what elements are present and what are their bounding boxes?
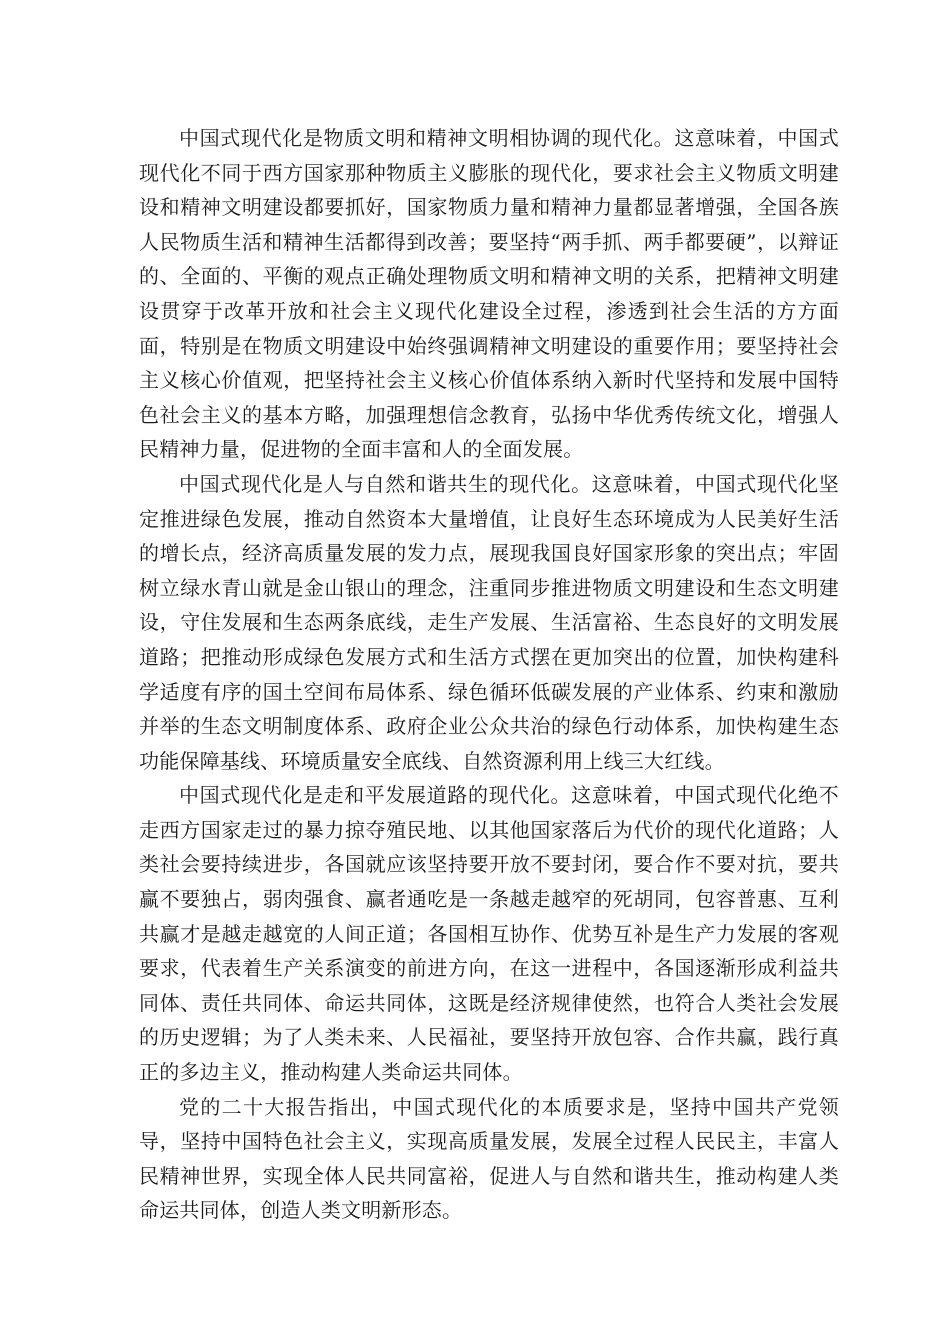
paragraph-harmony-nature: 中国式现代化是人与自然和谐共生的现代化。这意味着，中国式现代化坚定推进绿色发展，推动自然资本大量增值，让良好生态环境成为人民美好生活的增长点，经济高质量发展的发力点，展现我国良好国家形象的突出点；牢固树立绿水青山就是金山银山的理念，注重同步推进物质文明建设和生态文明建设，守住发展和生态两条底线，走生产发展、生活富裕、生态良好的文明发展道路；把推动形成绿色发展方式和生活方式摆在更加突出的位置，加快构建科学适度有序的国土空间布局体系、绿色循环低碳发展的产业体系、约束和激励并举的生态文明制度体系、政府企业公众共治的绿色行动体系，加快构建生态功能保障基线、环境质量安全底线、自然资源利用上线三大红线。 xyxy=(139,471,839,773)
paragraph-essential-requirements: 党的二十大报告指出，中国式现代化的本质要求是，坚持中国共产党领导，坚持中国特色社会主义，实现高质量发展，发展全过程人民民主，丰富人民精神世界，实现全体人民共同富裕，促进人与自然和谐共生，推动构建人类命运共同体，创造人类文明新形态。 xyxy=(139,1094,839,1223)
document-body xyxy=(139,121,839,1228)
paragraph-peaceful-development: 中国式现代化是走和平发展道路的现代化。这意味着，中国式现代化绝不走西方国家走过的暴力掠夺殖民地、以其他国家落后为代价的现代化道路；人类社会要持续进步，各国就应该坚持要开放不要封闭，要合作不要对抗，要共赢不要独占，弱肉强食、赢者通吃是一条越走越窄的死胡同，包容普惠、互利共赢才是越走越宽的人间正道；各国相互协作、优势互补是生产力发展的客观要求，代表着生产关系演变的前进方向，在这一进程中，各国逐渐形成利益共同体、责任共同体、命运共同体，这既是经济规律使然，也符合人类社会发展的历史逻辑；为了人类未来、人民福祉，要坚持开放包容、合作共赢，践行真正的多边主义，推动构建人类命运共同体。 xyxy=(139,783,839,1085)
paragraph-material-spiritual: 中国式现代化是物质文明和精神文明相协调的现代化。这意味着，中国式现代化不同于西方国家那种物质主义膨胀的现代化，要求社会主义物质文明建设和精神文明建设都要抓好，国家物质力量和精神力量都显著增强，全国各族人民物质生活和精神生活都得到改善；要坚持“两手抓、两手都要硬”，以辩证的、全面的、平衡的观点正确处理物质文明和精神文明的关系，把精神文明建设贯穿于改革开放和社会主义现代化建设全过程，渗透到社会生活的方方面面，特别是在物质文明建设中始终强调精神文明建设的重要作用；要坚持社会主义核心价值观，把坚持社会主义核心价值体系纳入新时代坚持和发展中国特色社会主义的基本方略，加强理想信念教育，弘扬中华优秀传统文化，增强人民精神力量，促进物的全面丰富和人的全面发展。 xyxy=(139,126,839,462)
